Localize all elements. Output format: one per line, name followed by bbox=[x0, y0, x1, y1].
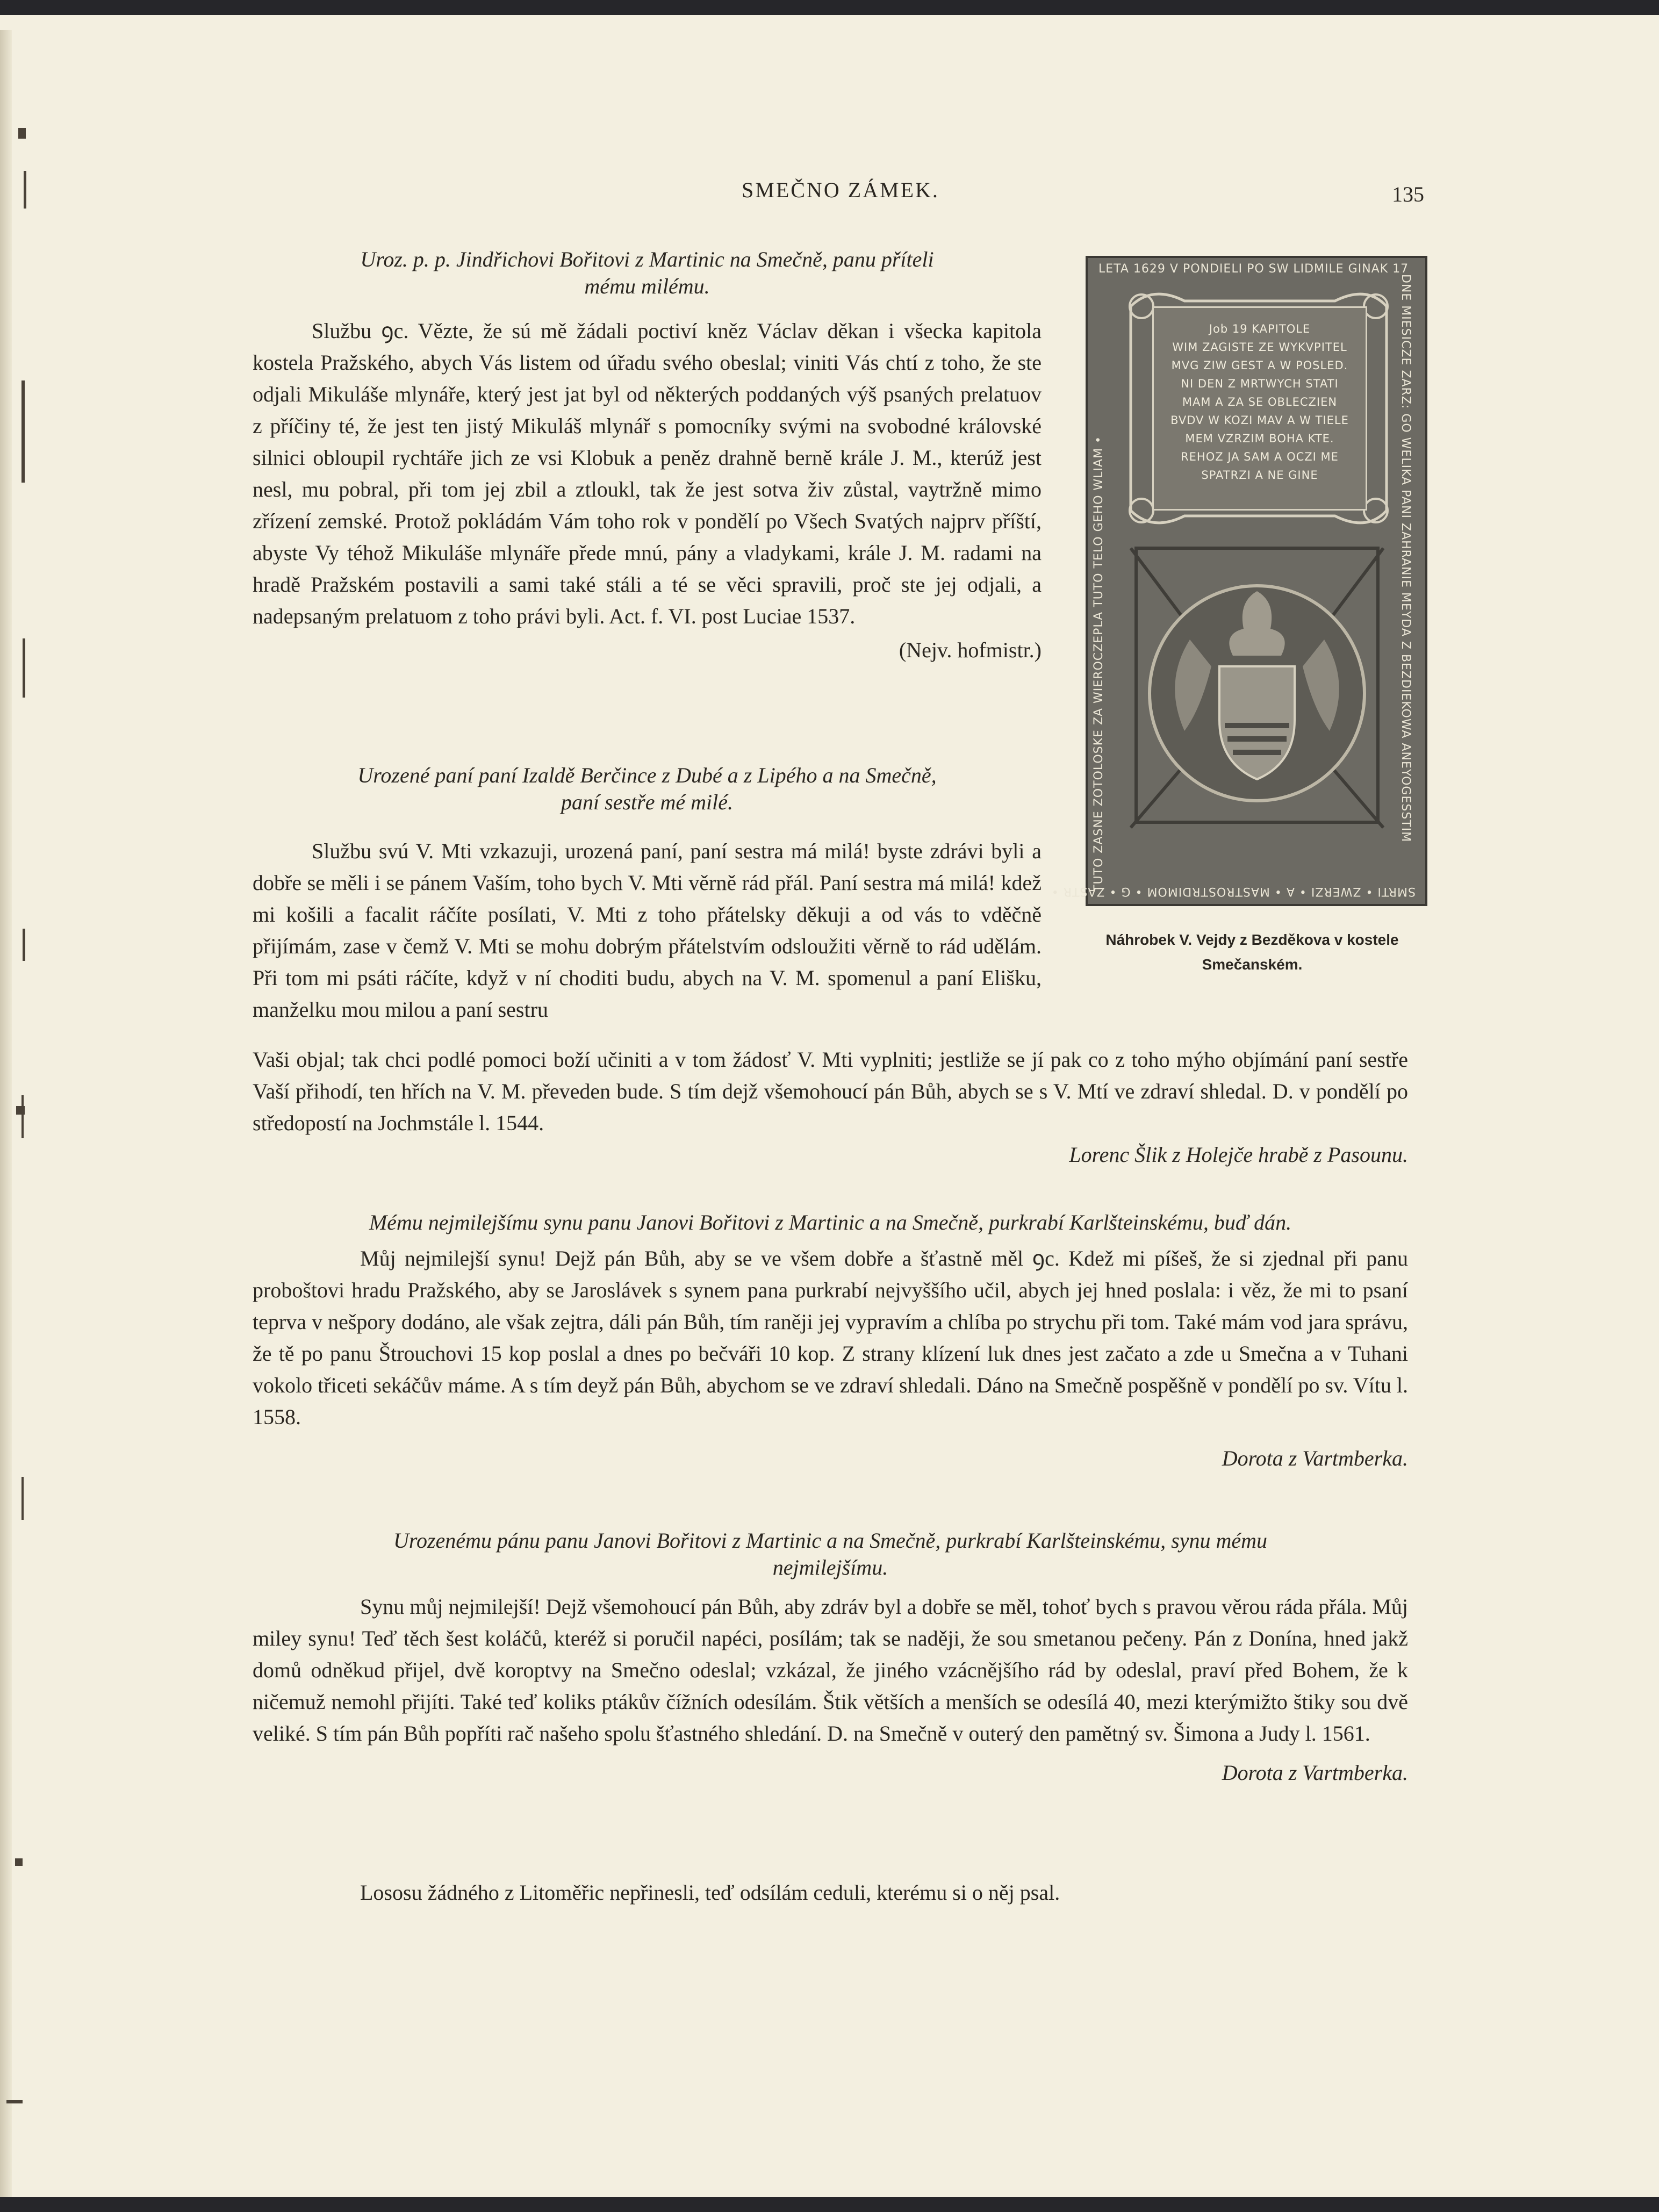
binding-mark bbox=[18, 128, 26, 139]
letter-1-title bbox=[253, 246, 1042, 300]
figure-caption-line-2: Smečanském. bbox=[1202, 956, 1303, 973]
tombstone-border-left: TUTO ZASNE ZOTOLOSKE ZA WIEROCZEPLA TUTO TELO GEHO WLIAM • bbox=[1092, 436, 1105, 892]
plaque-line: MVG ZIW GEST A W POSLED. bbox=[1171, 359, 1348, 372]
letter-4 bbox=[253, 1527, 1408, 1789]
bottom-scan-edge bbox=[0, 2197, 1659, 2212]
letter-1-title-line-1: Uroz. p. p. Jindřichovi Bořitovi z Martinic na Smečně, panu příteli bbox=[360, 247, 934, 271]
letter-2-title bbox=[253, 762, 1042, 816]
letter-1 bbox=[253, 246, 1042, 666]
letter-1-body: Službu ꝯc. Vězte, že sú mě žádali poctiví kněz Václav děkan i všecka kapitola kostela Pražského, abych Vás listem od úřadu svého obeslal; viniti Vás chtí z toho, že ste odjali Mikuláše mlynáře, který jest jat byl od některých poddaných výš psaných prelatuov z příčiny té, že jest ten jistý Mikuláš mlynář s pomocníky svými na svobodné královské silnici obloupil rychtáře jich ze vsi Klobuk a peněz drahně berně krále J. M., kterúž jest nesl, mu pobral, při tom jej zbil a ztloukl, tak že jest sotva živ zůstal, vaytržně mimo zřízení zemské. Protož pokládám Vám toho rok v pondělí po Všech Svatých najprv příští, abyste Vy téhož Mikuláše mlynáře přede mnú, pány a vladykami, krále J. M. radami na hradě Pražském postavili a sami také stáli a té se věci spravili, proč ste jej odjali, a nadepsaným prelatuom z toho právi byli. Act. f. VI. post Luciae 1537. bbox=[253, 319, 1042, 628]
letter-2-body-part-2: Vaši objal; tak chci podlé pomoci boží učiniti a v tom žádosť V. Mti vyplniti; jestliže se jí pak co z toho mýho objímání paní sestře Vaší přihodí, ten hřích na V. M. převeden bude. S tím dejž všemohoucí pán Bůh, abych se s V. Mtí ve zdraví shledal. D. v pondělí po středopostí na Jochmstále l. 1544. bbox=[253, 1047, 1408, 1135]
figure-caption-line-1: Náhrobek V. Vejdy z Bezděkova v kostele bbox=[1105, 931, 1399, 948]
binding-mark bbox=[23, 638, 25, 698]
letter-2-continuation bbox=[253, 1044, 1408, 1171]
top-scan-edge bbox=[0, 0, 1659, 15]
plaque-line: NI DEN Z MRTWYCH STATI bbox=[1181, 377, 1339, 390]
binding-mark bbox=[21, 380, 25, 483]
letter-2-body-part-1: Službu svú V. Mti vzkazuji, urozená paní, paní sestra má milá! byste zdrávi byli a dobře se měli i se pánem Vaším, toho bych V. Mti věrně rád přál. Paní sestra má milá! kdež mi košili a facalit ráčíte posílati, V. Mti z toho přátelsky děkuji a od vás to vděčně přijímám, zase v čemž V. Mti se mohu dobrým přátelstvím odsloužiti věrně to rád udělám. Při tom mi psáti ráčíte, když v ní choditi budu, abych na V. M. spomenul a paní Elišku, manželku mou milou a paní sestru bbox=[253, 839, 1042, 1022]
binding-mark bbox=[6, 2100, 23, 2103]
plaque-line: MAM A ZA SE OBLECZIEN bbox=[1182, 396, 1338, 408]
inscription-plaque bbox=[1152, 306, 1367, 511]
letter-1-title-line-2: mému milému. bbox=[584, 274, 710, 298]
plaque-line: REHOZ JA SAM A OCZI ME bbox=[1181, 450, 1339, 463]
plaque-line: MEM VZRZIM BOHA KTE. bbox=[1185, 432, 1334, 445]
letter-3-body: Můj nejmilejší synu! Dejž pán Bůh, aby se ve všem dobře a šťastně měl ꝯc. Kdež mi píšeš, že si zjednal při panu proboštovi hradu Pražského, aby se Jaroslávek s synem pana purkrabí nejvyššího učil, abych jej hned poslala: i věz, že mi to psaní teprva v nešpory dodáno, ale však zejtra, dáli pán Bůh, tím raněji jej vypravím a chlíba po strychu při tom. Také mám vod jara správu, že tě po panu Štrouchovi 15 kop poslal a dnes po bečváři 10 kop. Z strany klízení luk dnes jest začato a zde u Smečna a v Tuhani vokolo třiceti sekáčův máme. A s tím deyž pán Bůh, abychom se ve zdraví shledali. Dáno na Smečně pospěšně v pondělí po sv. Vítu l. 1558. bbox=[253, 1246, 1408, 1429]
plaque-line: SPATRZI A NE GINE bbox=[1201, 469, 1318, 482]
plaque-line: WIM ZAGISTE ZE WYKVPITEL bbox=[1172, 341, 1347, 354]
letter-4-signature: Dorota z Vartmberka. bbox=[1222, 1761, 1408, 1785]
tombstone-border-right: DNE MIESICZE ZARZ: GO WELIKA PANI ZAHRANIE MEYDA Z BEZDIEKOWA ANEYOGESSTIM bbox=[1399, 274, 1412, 843]
coat-of-arms-relief bbox=[1131, 548, 1383, 828]
letter-4-title-line-2: nejmilejšímu. bbox=[772, 1555, 888, 1579]
plaque-line: Job 19 KAPITOLE bbox=[1209, 322, 1311, 335]
binding-mark bbox=[21, 1095, 24, 1138]
page-binding-edge bbox=[0, 30, 12, 2212]
letter-4-body: Synu můj nejmilejší! Dejž všemohoucí pán Bůh, aby zdráv byl a dobře se měl, tohoť bych s pravou věrou ráda přála. Můj miley synu! Teď těch šest koláčů, kteréž si poručil napéci, posílám; tak se naději, že sou smetanou pečeny. Pán z Donína, hned jakž domů odněkud přijel, dvě koroptvy na Smečno odeslal; vzkázal, že jiného vzácnějšího rád by odeslal, praví před Bohem, že k ničemuž nemohl přijíti. Také teď koliks ptákův čížních odesílám. Štik větších a menších se odesílá 40, mezi kterýmižto štiky sou dvě veliké. S tím pán Bůh popříti rač našeho spolu šťastného shledání. D. na Smečně v outerý den pamětný sv. Šimona a Judy l. 1561. bbox=[253, 1595, 1408, 1746]
running-title: SMEČNO ZÁMEK. bbox=[742, 178, 939, 202]
letter-4-title bbox=[253, 1527, 1408, 1581]
binding-mark bbox=[21, 1477, 24, 1520]
letter-3-title: Mému nejmilejšímu synu panu Janovi Bořitovi z Martinic a na Smečně, purkrabí Karlšteinskému, buď dán. bbox=[369, 1210, 1292, 1234]
letter-2-signature: Lorenc Šlik z Holejče hrabě z Pasounu. bbox=[1069, 1143, 1408, 1167]
postscript: Lososu žádného z Litoměřic nepřinesli, teď odsílám ceduli, kterému si o něj psal. bbox=[360, 1880, 1060, 1905]
letter-1-signature: (Nejv. hofmistr.) bbox=[899, 638, 1042, 662]
letter-2 bbox=[253, 762, 1042, 1025]
figure-caption bbox=[1067, 928, 1438, 977]
binding-mark bbox=[24, 171, 26, 209]
plaque-line: BVDV W KOZI MAV A W TIELE bbox=[1170, 414, 1349, 427]
tombstone-border-top: LETA 1629 V PONDIELI PO SW LIDMILE GINAK 17 bbox=[1098, 262, 1409, 276]
letter-4-title-line-1: Urozenému pánu panu Janovi Bořitovi z Martinic a na Smečně, purkrabí Karlšteinskému, synu mému bbox=[393, 1528, 1268, 1553]
letter-2-title-line-2: paní sestře mé milé. bbox=[561, 790, 733, 814]
binding-mark bbox=[23, 929, 25, 961]
letter-2-title-line-1: Urozené paní paní Izaldě Berčince z Dubé a z Lipého a na Smečně, bbox=[357, 763, 937, 787]
letter-3 bbox=[253, 1209, 1408, 1475]
letter-3-signature: Dorota z Vartmberka. bbox=[1222, 1446, 1408, 1470]
binding-mark bbox=[15, 1858, 23, 1866]
page-number: 135 bbox=[1392, 182, 1424, 206]
tombstone-border-bottom: SMRTI • ZWERZI • A • MASTROSTRDIMOM • G • ZASTR • bbox=[1051, 885, 1416, 898]
tombstone-figure bbox=[1051, 256, 1427, 906]
